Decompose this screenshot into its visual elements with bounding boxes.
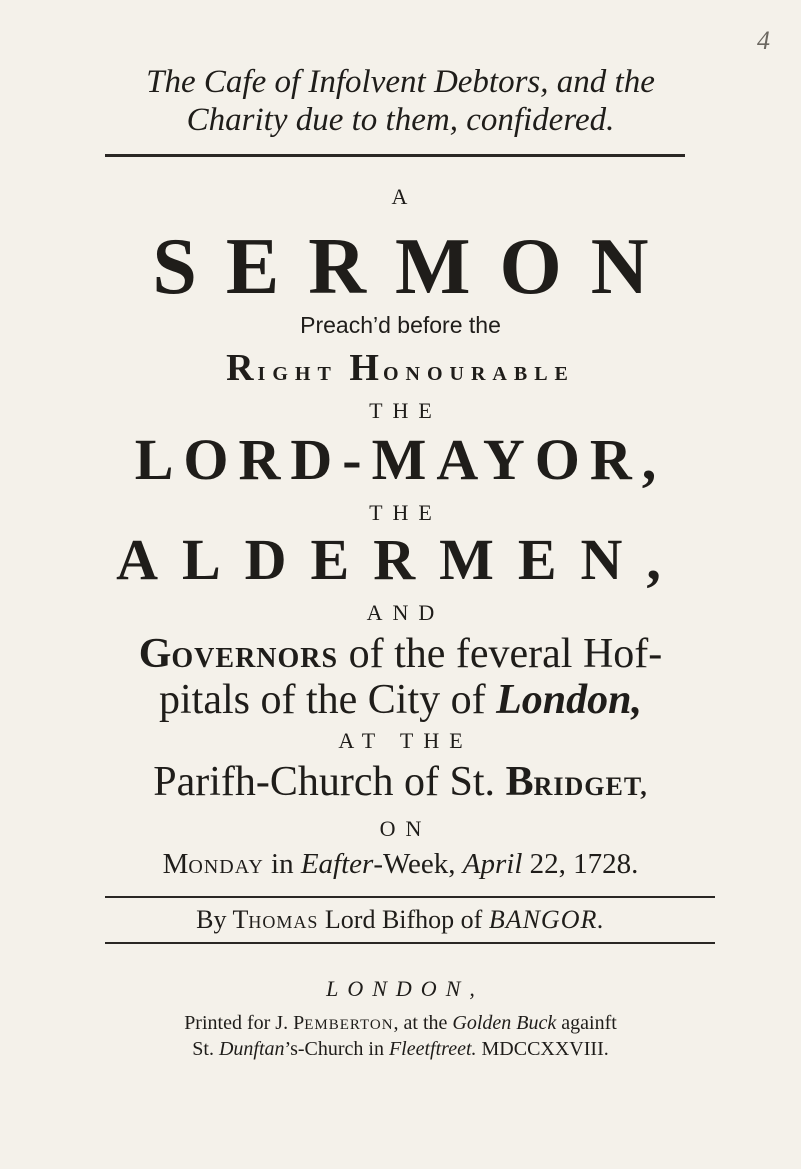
right-honourable bbox=[0, 346, 801, 390]
author-by: By T bbox=[196, 905, 249, 934]
top-rule bbox=[105, 154, 685, 157]
date-onday: ONDAY bbox=[188, 856, 264, 878]
at-the-line: AT THE bbox=[338, 728, 473, 753]
right-honourable-r: R bbox=[226, 347, 258, 389]
right-honourable-h: H bbox=[349, 347, 383, 389]
sermon-subject-line-2: Charity due to them, confidered. bbox=[186, 102, 615, 138]
date-m: M bbox=[162, 848, 189, 880]
imprint-against: againft bbox=[556, 1012, 617, 1034]
imprint-line-1 bbox=[0, 1010, 801, 1038]
date-week: -Week, bbox=[373, 848, 463, 880]
governors-overnors: OVERNORS bbox=[171, 643, 339, 674]
imprint-dunstan: Dunftan bbox=[218, 1038, 285, 1060]
imprint-year: MDCCXXVIII. bbox=[476, 1038, 609, 1060]
parish-ridget: RIDGET, bbox=[533, 772, 648, 801]
pitals-text: pitals of the City of bbox=[158, 677, 497, 723]
lord-mayor: LORD-MAYOR, bbox=[134, 427, 667, 492]
imprint-line-2 bbox=[0, 1036, 801, 1062]
the-line-1: THE bbox=[369, 398, 442, 423]
on-line: ON bbox=[379, 816, 432, 841]
governors-g: G bbox=[138, 631, 172, 677]
page-number-mark: 4 bbox=[757, 26, 770, 55]
date-in: in bbox=[263, 848, 301, 880]
preached-before: Preach’d before the bbox=[300, 312, 501, 338]
london-italic: London, bbox=[496, 677, 642, 723]
date-easter: Eafter bbox=[300, 848, 374, 880]
parish-line bbox=[0, 758, 801, 811]
sermon-subject-line-1: The Cafe of Infolvent Debtors, and the bbox=[146, 64, 655, 100]
imprint-printed: Printed for J. bbox=[184, 1012, 294, 1034]
the-line-2: THE bbox=[369, 500, 442, 525]
imprint-church: ’s-Church in bbox=[284, 1038, 389, 1060]
aldermen: ALDERMEN, bbox=[116, 527, 685, 592]
and-line: AND bbox=[366, 600, 445, 625]
author-line bbox=[0, 904, 801, 938]
imprint-at: , at the bbox=[393, 1012, 453, 1034]
sermon-heading: SERMON bbox=[152, 223, 678, 311]
parish-text: Parifh-Church of St. bbox=[153, 759, 506, 805]
right-honourable-ight: IGHT bbox=[257, 363, 338, 385]
imprint-p: P bbox=[293, 1012, 305, 1034]
imprint-sign: Golden Buck bbox=[452, 1012, 557, 1034]
place-of-printing: LONDON, bbox=[326, 976, 484, 1001]
author-lord: Lord Bifhop of bbox=[318, 905, 489, 934]
parish-b: B bbox=[505, 759, 534, 805]
imprint-street: Fleetftreet. bbox=[388, 1038, 477, 1060]
right-honourable-onourable: ONOURABLE bbox=[382, 363, 575, 385]
date-rest: 22, 1728. bbox=[522, 848, 639, 880]
imprint-st: St. bbox=[192, 1038, 219, 1060]
date-april: April bbox=[462, 848, 523, 880]
governors-rest: of the feveral Hof- bbox=[348, 631, 663, 677]
author-rule-bottom bbox=[105, 942, 715, 944]
imprint-emberton: EMBERTON bbox=[304, 1017, 394, 1033]
date-line bbox=[0, 846, 801, 885]
author-see: BANGOR. bbox=[488, 905, 605, 934]
article-a: A bbox=[391, 184, 410, 209]
author-homas: HOMAS bbox=[248, 912, 319, 932]
author-rule-top bbox=[105, 896, 715, 898]
pitals-line bbox=[0, 676, 801, 724]
